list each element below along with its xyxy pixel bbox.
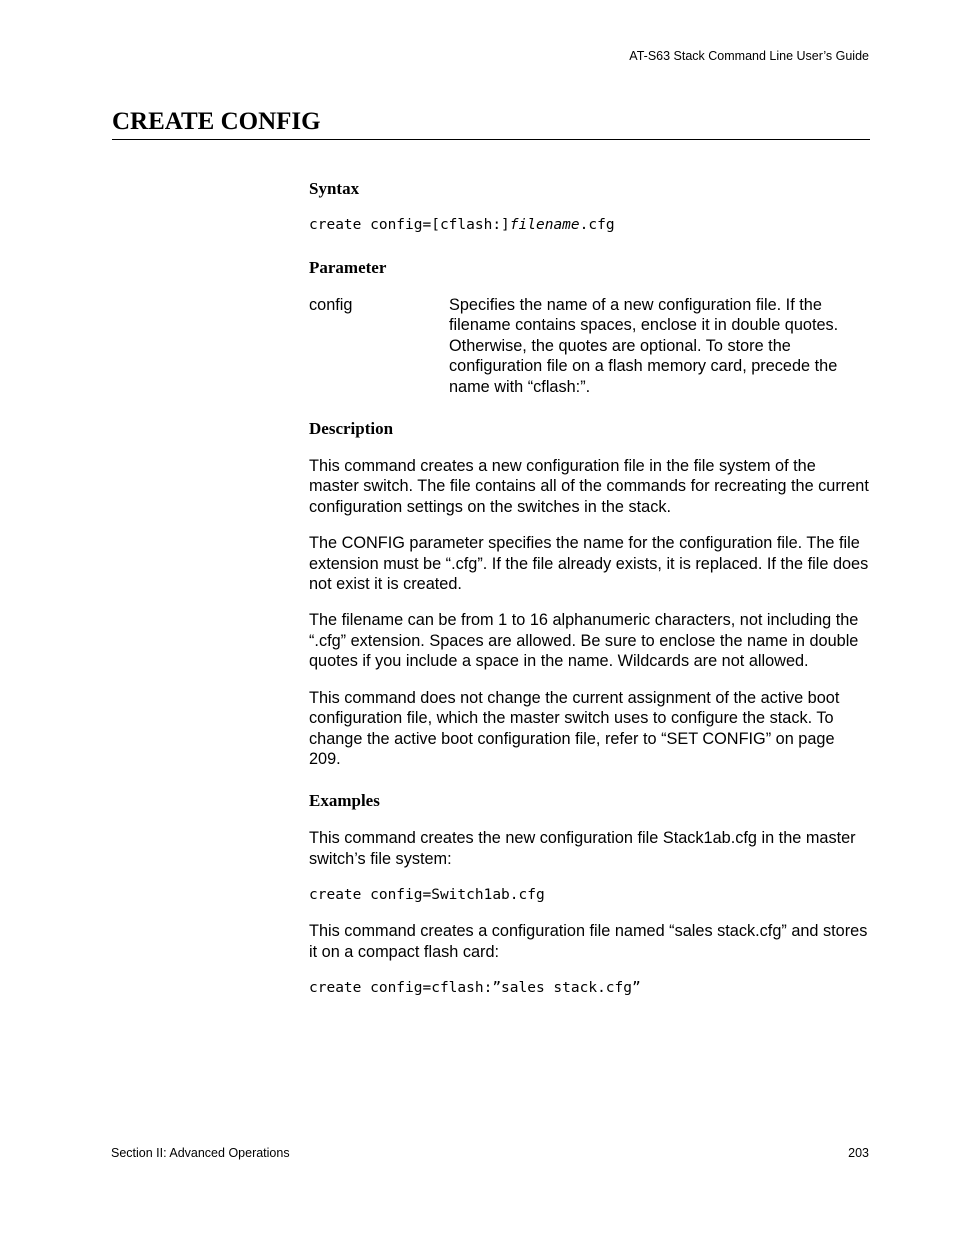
example-intro: This command creates a configuration file named “sales stack.cfg” and stores it on a compact flash card: <box>309 922 868 961</box>
description-paragraph: The CONFIG parameter specifies the name for the configuration file. The file extension must be “.cfg”. If the file already exists, it is replaced. If the file does not exist it is created. <box>309 534 869 594</box>
examples-heading: Examples <box>309 791 380 811</box>
example-intro: This command creates the new configuration file Stack1ab.cfg in the master switch’s file system: <box>309 829 856 868</box>
syntax-prefix: create config=[cflash:] <box>309 217 510 233</box>
main-content <box>309 178 869 998</box>
syntax-code <box>309 215 869 235</box>
parameter-name: config <box>309 296 353 314</box>
example-code: create config=cflash:”sales stack.cfg” <box>309 979 641 996</box>
parameter-description: Specifies the name of a new configuration file. If the filename contains spaces, enclose it in double quotes. Otherwise, the quotes are optional. To store the configuration file on a flash memory card, precede the name with “cflash:”. <box>449 296 839 396</box>
parameter-row <box>309 295 869 397</box>
parameter-heading: Parameter <box>309 258 387 277</box>
page-title: CREATE CONFIG <box>112 108 321 135</box>
syntax-heading: Syntax <box>309 179 360 198</box>
footer-section: Section II: Advanced Operations <box>111 1146 290 1160</box>
description-paragraph: The filename can be from 1 to 16 alphanumeric characters, not including the “.cfg” extension. Spaces are allowed. Be sure to enclose the name in double quotes if you include a space in the name. Wildcards are not allowed. <box>309 611 859 671</box>
running-header: AT-S63 Stack Command Line User’s Guide <box>629 49 869 63</box>
description-paragraph: This command creates a new configuration file in the file system of the master switch. The file contains all of the commands for recreating the current configuration settings on the switches in the stack. <box>309 457 869 516</box>
description-heading: Description <box>309 419 394 439</box>
page-number: 203 <box>848 1146 869 1160</box>
syntax-suffix: .cfg <box>579 217 615 233</box>
example-code: create config=Switch1ab.cfg <box>309 887 545 904</box>
syntax-placeholder: filename <box>509 217 580 233</box>
description-paragraph: This command does not change the current assignment of the active boot configuration file, which the master switch uses to configure the stack. To change the active boot configuration file, refer to “SET CONFIG” on page 209. <box>309 688 840 768</box>
title-divider <box>112 139 870 140</box>
